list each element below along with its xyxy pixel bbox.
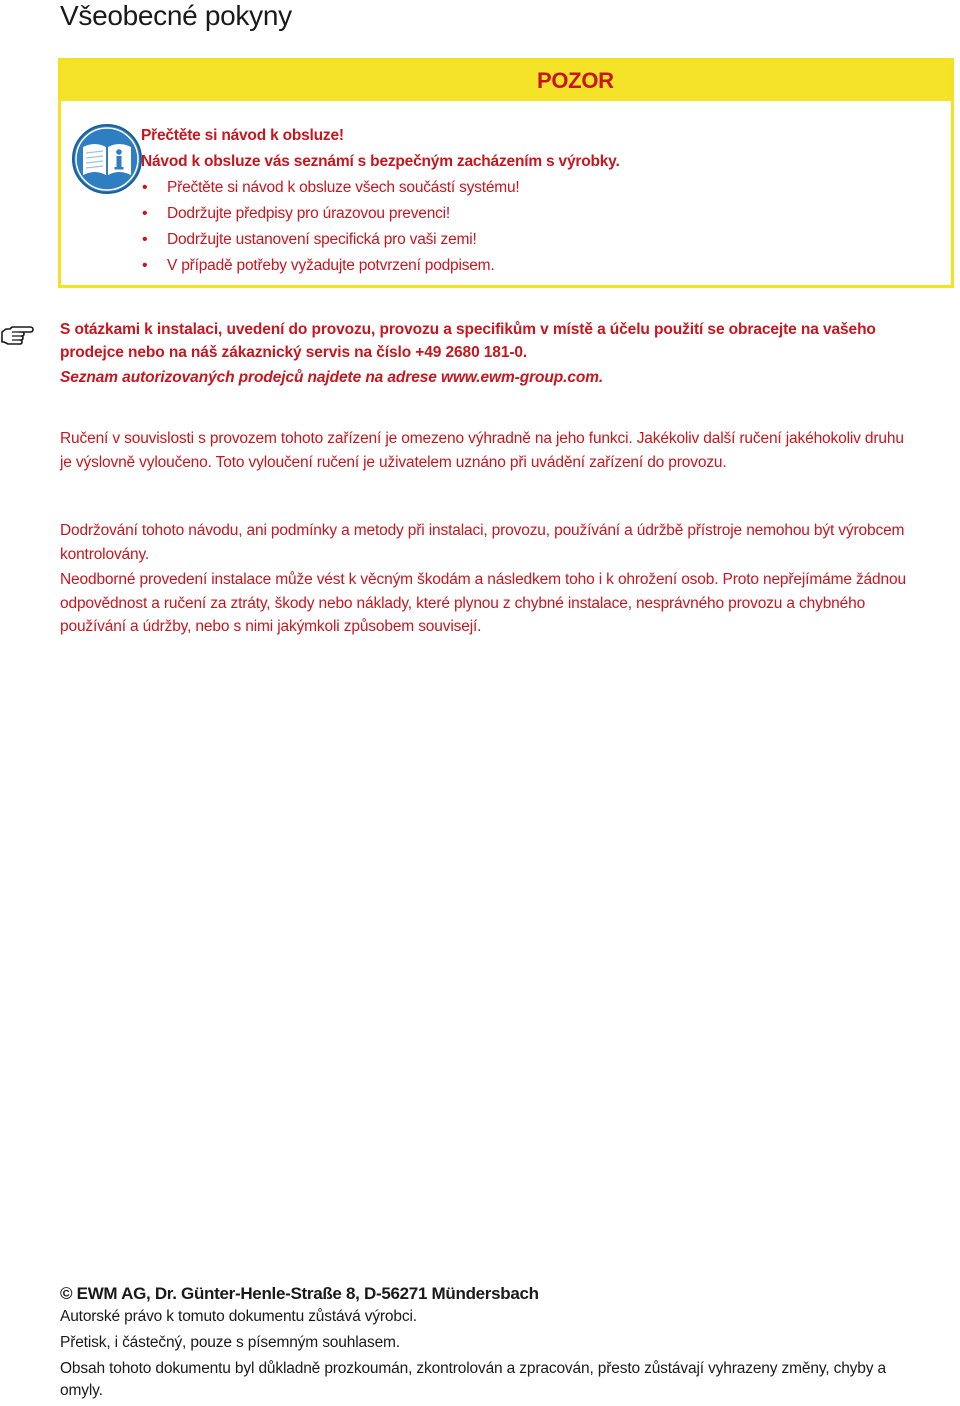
compliance-paragraph: Dodržování tohoto návodu, ani podmínky a metody při instalaci, provozu, používání a údržbě přístroje nemohou být výrobcem kontrolovány. (60, 522, 905, 563)
disclaimer-text: Obsah tohoto dokumentu byl důkladně prozkoumán, zkontrolován a zpracován, přesto zůstávají vyhrazeny změny, chyby a omyly. (60, 1360, 886, 1399)
warning-heading: Přečtěte si návod k obsluze! (141, 127, 344, 144)
warning-box (58, 58, 954, 288)
footer (60, 1282, 930, 1402)
warning-title: POZOR (537, 68, 614, 93)
list-item-text: V případě potřeby vyžadujte potvrzení podpisem. (167, 257, 495, 274)
company-address: © EWM AG, Dr. Günter-Henle-Straße 8, D-56271 Mündersbach (60, 1284, 539, 1303)
bullet-icon: • (142, 257, 148, 274)
copyright-text: Autorské právo k tomuto dokumentu zůstává výrobci. (60, 1308, 417, 1325)
warning-subheading: Návod k obsluze vás seznámí s bezpečným zacházením s výrobky. (141, 153, 620, 170)
warning-content (141, 123, 620, 279)
list-item (141, 253, 620, 279)
service-note (60, 318, 940, 389)
list-item (141, 175, 620, 201)
list-item-text: Dodržujte ustanovení specifická pro vaši zemi! (167, 231, 477, 248)
pointing-hand-icon (0, 318, 36, 348)
bullet-icon: • (142, 231, 148, 248)
bullet-icon: • (142, 179, 148, 196)
liability-paragraph: Ručení v souvislosti s provozem tohoto zařízení je omezeno výhradně na jeho funkci. Jakékoliv další ručení jakéhokoliv druhu je výslovně vyloučeno. Toto vyloučení ručení je uživatelem uznáno při uvádění zařízení do provozu. (60, 430, 904, 471)
warning-header (61, 61, 951, 101)
dealer-list-link-text: Seznam autorizovaných prodejců najdete na adrese www.ewm-group.com. (60, 369, 604, 386)
list-item-text: Dodržujte předpisy pro úrazovou prevenci! (167, 205, 451, 222)
service-note-text: S otázkami k instalaci, uvedení do provozu, provozu a specifikům v místě a účelu použití se obracejte na vašeho prodejce nebo na náš zákaznický servis na číslo +49 2680 181-0. (60, 321, 876, 361)
warning-list (141, 175, 620, 279)
reprint-text: Přetisk, i částečný, pouze s písemným souhlasem. (60, 1334, 400, 1351)
improper-installation-paragraph: Neodborné provedení instalace může vést k věcným škodám a následkem toho i k ohrožení osob. Proto nepřejímáme žádnou odpovědnost a ručení za ztráty, škody nebo náklady, které plynou z chybné instalace, nesprávného provozu a chybného používání a údržby, nebo s nimi jakýmkoli způsobem souvisejí. (60, 571, 906, 635)
list-item-text: Přečtěte si návod k obsluze všech součástí systému! (167, 179, 520, 196)
page-title: Všeobecné pokyny (60, 0, 292, 31)
info-manual-icon (71, 123, 143, 195)
list-item (141, 227, 620, 253)
list-item (141, 201, 620, 227)
bullet-icon: • (142, 205, 148, 222)
